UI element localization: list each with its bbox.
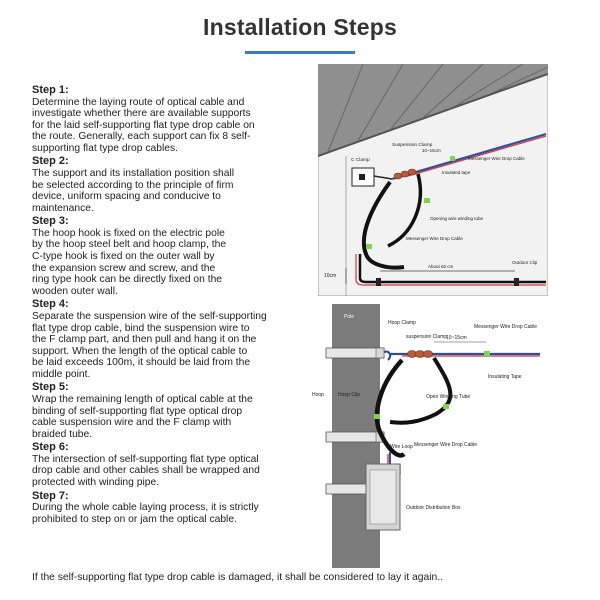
label-outdoor-clip: Outdoor Clip [512, 260, 538, 265]
label-gap: 10cm [324, 273, 337, 279]
step-text: Wrap the remaining length of optical cable at the binding of self-supporting flat type optical drop cable suspension wire and the F clamp with braided tube. [32, 393, 253, 440]
step-5 [32, 381, 304, 440]
step-text: The intersection of self-supporting flat type optical drop cable and other cables shall be wrapped and protected with winding pipe. [32, 453, 260, 489]
label-open-winding-tube: Open Winding Tube [426, 394, 471, 400]
label-distribution-box: Outdoor Distribution Box [406, 505, 461, 511]
step-text: Separate the suspension wire of the self-supporting flat type drop cable, bind the suspension wire to the F clamp part, and then pull and hang it on the support. When the length of the optical cable to be laid exceeds 100m, it should be laid from the middle point. [32, 310, 267, 380]
step-7 [32, 490, 304, 526]
label-spacing: 10~15cm [446, 335, 467, 341]
label-hoop-clamp: Hoop Clamp [388, 320, 416, 326]
step-text: The support and its installation position shall be selected according to the principle of firm device, uniform spacing and conducive to maintenance. [32, 167, 235, 214]
label-opening-tube: Opening wire winding tube [430, 216, 484, 221]
pole-installation-diagram [310, 304, 558, 568]
page-title: Installation Steps [202, 14, 398, 40]
step-1 [32, 84, 304, 154]
label-length: About 60 cm [428, 264, 454, 269]
step-text: The hoop hook is fixed on the electric pole by the hoop steel belt and hoop clamp, the C-type hook is fixed on the outer wall by the expansion screw and screw, and the ring type hook can be directly fixed on the wooden outer wall. [32, 227, 227, 297]
label-hoop: Hoop [312, 392, 324, 398]
step-label: Step 4: [32, 298, 69, 311]
step-label: Step 2: [32, 155, 69, 168]
step-label: Step 1: [32, 84, 69, 96]
title-underline [245, 51, 355, 54]
step-label: Step 6: [32, 441, 69, 454]
label-messenger-wire: Messenger Wire Drop Cable [468, 156, 525, 161]
step-4 [32, 298, 304, 380]
label-suspension-clamp: suspension Clamp [406, 334, 448, 340]
label-wire-loop: Wire Loop [390, 444, 413, 450]
label-pole: Pole [344, 314, 355, 320]
step-text: Determine the laying route of optical cable and investigate whether there are available supports for the laid self-supporting flat type drop cable on the route. Generally, each support can fix 8 self- supporting flat type drop cables. [32, 96, 255, 154]
label-spacing: 10~15cm [422, 148, 441, 153]
step-2 [32, 155, 304, 214]
label-hoop-clip: Hoop Clip [338, 392, 360, 398]
step-3 [32, 215, 304, 297]
step-6 [32, 441, 304, 488]
label-insulating-tape: Insulating Tape [488, 374, 522, 380]
label-c-clamp: C Clamp [351, 158, 370, 163]
footer-note: If the self-supporting flat type drop cable is damaged, it shall be considered to lay it again.. [32, 572, 443, 583]
step-text: During the whole cable laying process, it is strictly prohibited to step on or jam the optical cable. [32, 502, 259, 525]
step-label: Step 7: [32, 489, 69, 502]
label-messenger-wire: Messenger Wire Drop Cable [474, 324, 538, 330]
label-messenger-wire-2: Messenger Wire Drop Cable [406, 236, 463, 241]
steps-list [32, 84, 304, 526]
label-messenger-wire-2: Messenger Wire Drop Cable [414, 442, 478, 448]
step-label: Step 5: [32, 381, 69, 394]
wall-installation-diagram [318, 64, 548, 296]
step-label: Step 3: [32, 215, 69, 228]
label-suspension-clamp: Suspension Clamp [392, 143, 433, 148]
label-insulated-tape: Insulated tape [442, 170, 471, 175]
